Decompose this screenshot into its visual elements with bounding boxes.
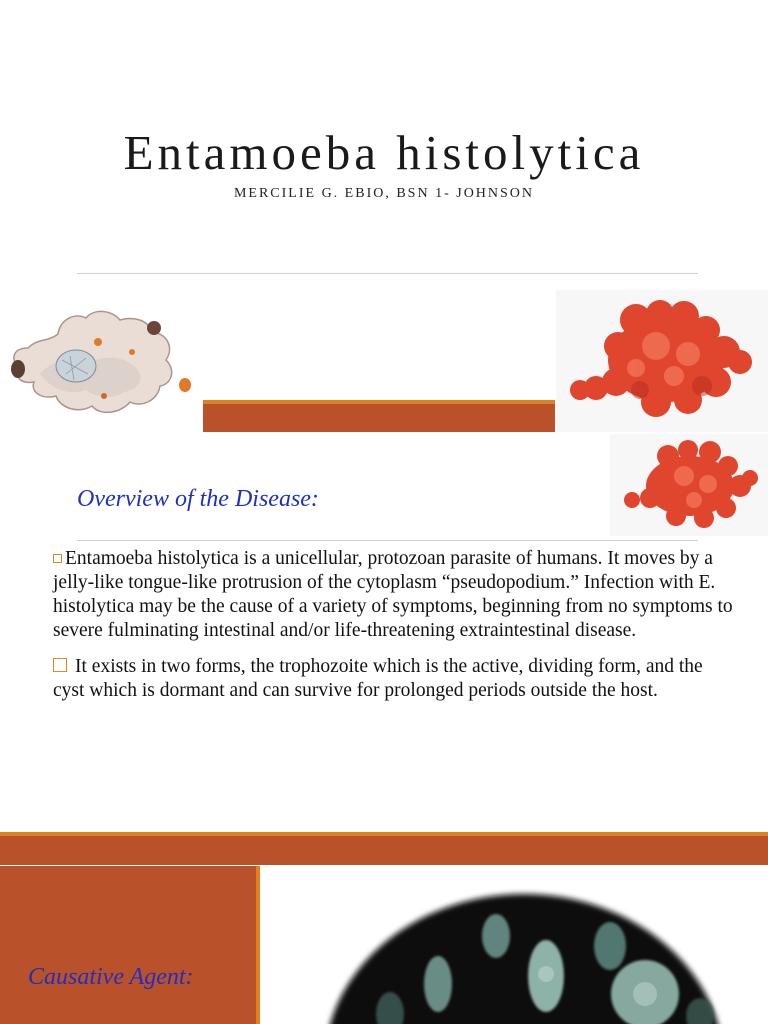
- checkbox-bullet-icon: [53, 658, 67, 672]
- bullet-item: [53, 655, 733, 703]
- bullet-item: [53, 547, 733, 643]
- red-amoeba-small-image: [610, 434, 768, 536]
- orange-header-band: [0, 832, 768, 865]
- slide-2: [0, 832, 768, 1024]
- title-divider: [77, 273, 698, 274]
- slide-title: Entamoeba histolytica: [123, 125, 645, 180]
- bullet-text: It exists in two forms, the trophozoite which is the active, dividing form, and the cyst which is dormant and can survive for prolonged periods outside the host.: [53, 656, 703, 701]
- orange-side-panel: [0, 866, 256, 1024]
- microscope-trophozoites-image: [260, 866, 768, 1024]
- red-amoeba-image: [556, 290, 768, 432]
- overview-divider: [77, 540, 698, 541]
- causative-agent-heading: Causative Agent:: [28, 964, 194, 990]
- overview-heading: Overview of the Disease:: [77, 486, 319, 512]
- amoeba-3d-model-image: [0, 290, 205, 430]
- bullet-text: Entamoeba histolytica is a unicellular, protozoan parasite of humans. It moves by a jelly-like tongue-like protrusion of the cytoplasm “pseudopodium.” Infection with E. histolytica may be the cause of a variety of symptoms, beginning from no symptoms to severe fulminating intestinal and/or life-threatening extraintestinal disease.: [53, 548, 733, 641]
- bullet-list: [53, 547, 733, 715]
- orange-accent-bar: [203, 400, 555, 432]
- slide-subtitle: MERCILIE G. EBIO, BSN 1- JOHNSON: [233, 186, 535, 201]
- checkbox-bullet-icon: [53, 554, 62, 563]
